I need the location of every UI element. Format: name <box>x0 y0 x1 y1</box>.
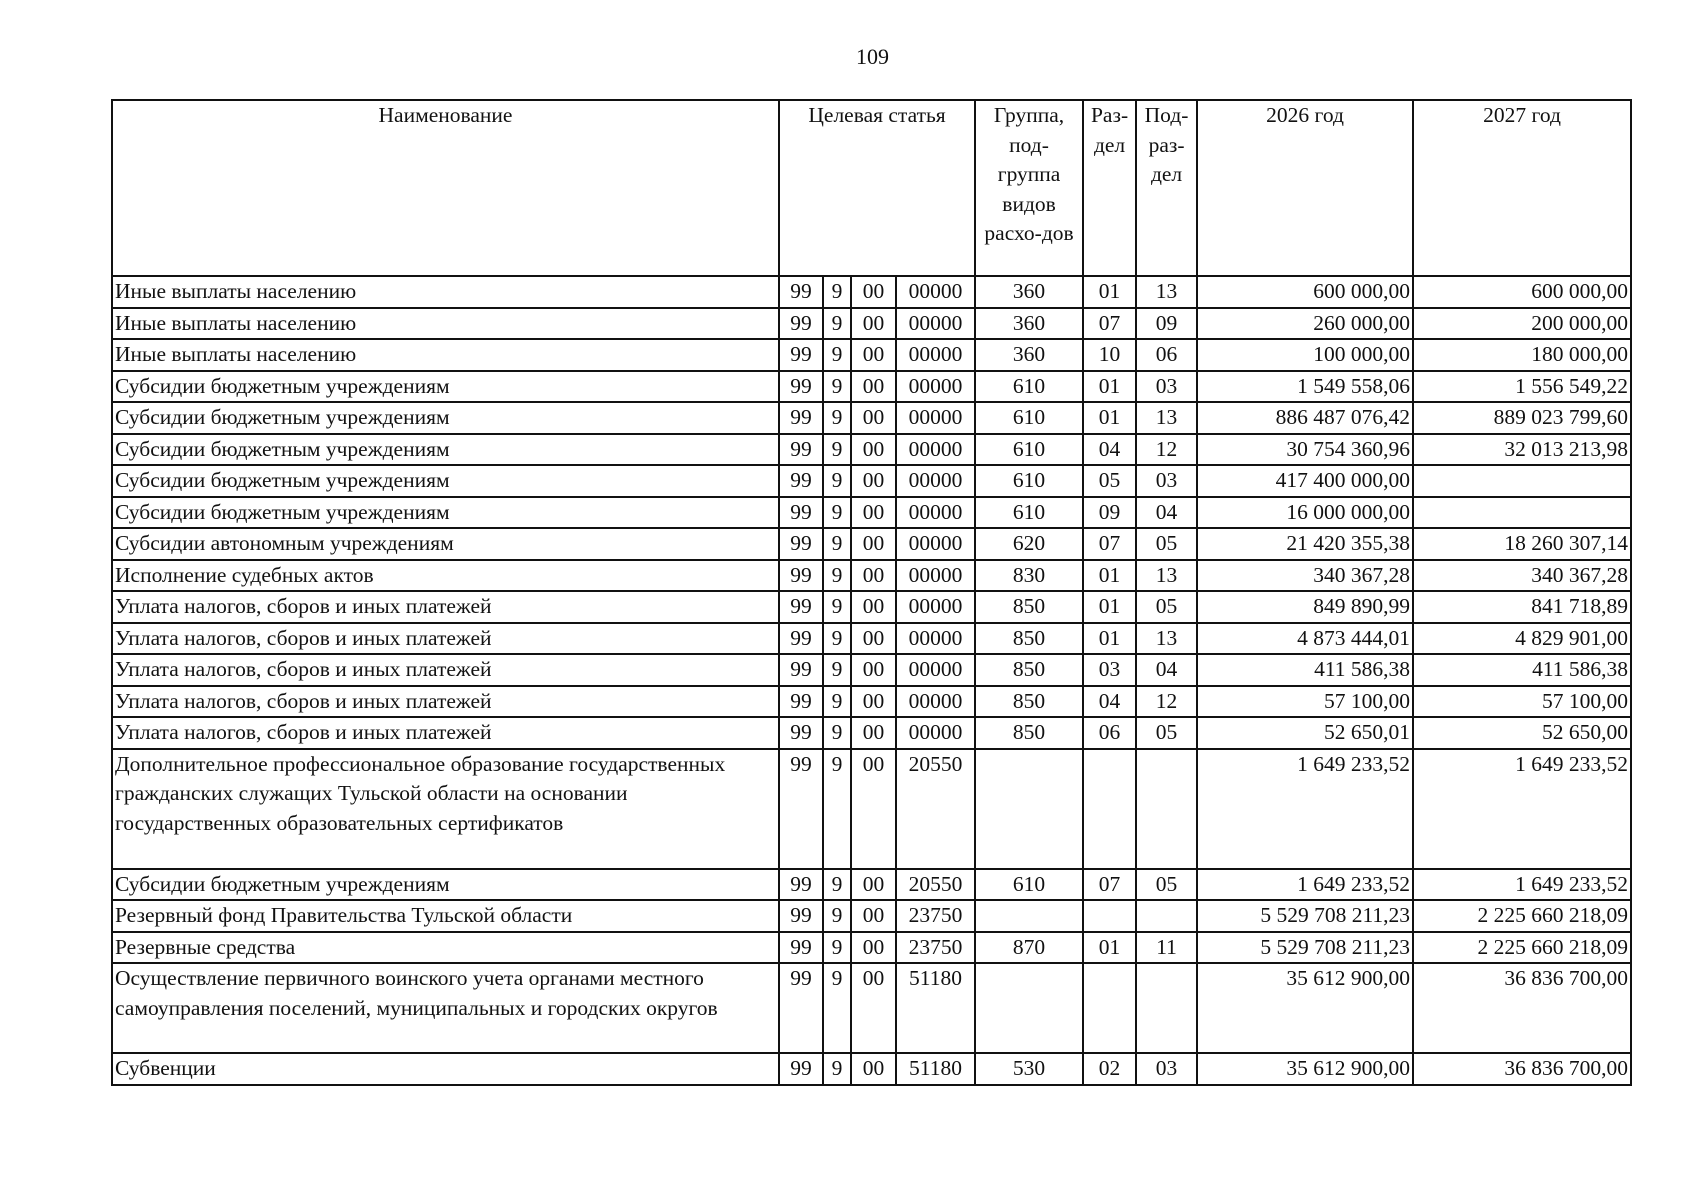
cell-subsection: 13 <box>1136 402 1197 434</box>
cell-2026: 600 000,00 <box>1197 276 1413 308</box>
cell-target-direction: 00 <box>851 749 896 869</box>
cell-2026: 260 000,00 <box>1197 308 1413 340</box>
cell-target-direction: 00 <box>851 276 896 308</box>
cell-2026: 886 487 076,42 <box>1197 402 1413 434</box>
cell-target-program: 99 <box>779 717 823 749</box>
cell-group: 360 <box>975 339 1083 371</box>
cell-name: Субсидии бюджетным учреждениям <box>112 371 779 403</box>
cell-target-code: 00000 <box>896 465 975 497</box>
table-row <box>112 963 1631 1053</box>
cell-section: 07 <box>1083 869 1136 901</box>
cell-group <box>975 900 1083 932</box>
cell-target-program: 99 <box>779 963 823 1053</box>
cell-name: Уплата налогов, сборов и иных платежей <box>112 654 779 686</box>
cell-name: Иные выплаты населению <box>112 276 779 308</box>
cell-2026: 30 754 360,96 <box>1197 434 1413 466</box>
cell-target-subprogram: 9 <box>823 654 851 686</box>
cell-name: Осуществление первичного воинского учета органами местного самоуправления поселений, муниципальных и городских округов <box>112 963 779 1053</box>
cell-section: 03 <box>1083 654 1136 686</box>
cell-target-direction: 00 <box>851 434 896 466</box>
header-group-label: Группа, под-группа видов расхо-дов <box>984 103 1074 245</box>
cell-target-subprogram: 9 <box>823 339 851 371</box>
table-row <box>112 402 1631 434</box>
cell-2027: 4 829 901,00 <box>1413 623 1631 655</box>
cell-target-program: 99 <box>779 591 823 623</box>
cell-section: 05 <box>1083 465 1136 497</box>
cell-2027: 36 836 700,00 <box>1413 1053 1631 1085</box>
cell-target-program: 99 <box>779 402 823 434</box>
cell-name: Уплата налогов, сборов и иных платежей <box>112 717 779 749</box>
cell-section: 01 <box>1083 371 1136 403</box>
cell-subsection: 03 <box>1136 465 1197 497</box>
cell-subsection <box>1136 749 1197 869</box>
cell-2027 <box>1413 497 1631 529</box>
table-row <box>112 717 1631 749</box>
table-row <box>112 591 1631 623</box>
cell-section: 01 <box>1083 402 1136 434</box>
cell-group: 850 <box>975 591 1083 623</box>
cell-section: 02 <box>1083 1053 1136 1085</box>
cell-target-subprogram: 9 <box>823 371 851 403</box>
cell-2027: 200 000,00 <box>1413 308 1631 340</box>
cell-2026: 340 367,28 <box>1197 560 1413 592</box>
cell-target-direction: 00 <box>851 900 896 932</box>
cell-target-code: 00000 <box>896 654 975 686</box>
cell-group: 610 <box>975 402 1083 434</box>
cell-target-program: 99 <box>779 1053 823 1085</box>
cell-name: Субсидии бюджетным учреждениям <box>112 465 779 497</box>
cell-target-program: 99 <box>779 932 823 964</box>
cell-target-direction: 00 <box>851 339 896 371</box>
cell-2027: 841 718,89 <box>1413 591 1631 623</box>
table-row <box>112 749 1631 869</box>
cell-2026: 16 000 000,00 <box>1197 497 1413 529</box>
cell-2027: 2 225 660 218,09 <box>1413 932 1631 964</box>
header-section-label: Раз-дел <box>1090 103 1129 157</box>
header-target: Целевая статья <box>779 100 975 276</box>
budget-table <box>111 99 1632 1086</box>
cell-section <box>1083 963 1136 1053</box>
cell-2026: 1 649 233,52 <box>1197 749 1413 869</box>
cell-name: Уплата налогов, сборов и иных платежей <box>112 623 779 655</box>
cell-target-program: 99 <box>779 434 823 466</box>
cell-group <box>975 963 1083 1053</box>
cell-name: Резервные средства <box>112 932 779 964</box>
cell-target-subprogram: 9 <box>823 276 851 308</box>
cell-target-code: 23750 <box>896 932 975 964</box>
table-row <box>112 623 1631 655</box>
cell-section: 06 <box>1083 717 1136 749</box>
cell-name: Исполнение судебных актов <box>112 560 779 592</box>
cell-target-subprogram: 9 <box>823 900 851 932</box>
table-row <box>112 900 1631 932</box>
cell-2026: 4 873 444,01 <box>1197 623 1413 655</box>
cell-target-program: 99 <box>779 497 823 529</box>
cell-target-subprogram: 9 <box>823 1053 851 1085</box>
cell-section: 01 <box>1083 591 1136 623</box>
cell-subsection: 05 <box>1136 717 1197 749</box>
cell-subsection: 09 <box>1136 308 1197 340</box>
cell-section: 04 <box>1083 434 1136 466</box>
cell-2026: 411 586,38 <box>1197 654 1413 686</box>
cell-subsection: 05 <box>1136 591 1197 623</box>
table-row <box>112 276 1631 308</box>
cell-target-code: 00000 <box>896 560 975 592</box>
cell-target-code: 00000 <box>896 339 975 371</box>
cell-target-subprogram: 9 <box>823 308 851 340</box>
cell-2027: 180 000,00 <box>1413 339 1631 371</box>
cell-target-code: 20550 <box>896 749 975 869</box>
cell-target-subprogram: 9 <box>823 434 851 466</box>
cell-target-subprogram: 9 <box>823 717 851 749</box>
cell-2027: 52 650,00 <box>1413 717 1631 749</box>
cell-target-program: 99 <box>779 308 823 340</box>
table-row <box>112 497 1631 529</box>
cell-2026: 52 650,01 <box>1197 717 1413 749</box>
cell-2026: 100 000,00 <box>1197 339 1413 371</box>
cell-group: 610 <box>975 434 1083 466</box>
cell-group <box>975 749 1083 869</box>
cell-target-subprogram: 9 <box>823 402 851 434</box>
cell-target-direction: 00 <box>851 371 896 403</box>
cell-section <box>1083 749 1136 869</box>
cell-subsection: 03 <box>1136 1053 1197 1085</box>
cell-name: Субсидии бюджетным учреждениям <box>112 869 779 901</box>
cell-name: Дополнительное профессиональное образование государственных гражданских служащих Тульской области на основании государственных образовательных сертификатов <box>112 749 779 869</box>
cell-name: Уплата налогов, сборов и иных платежей <box>112 686 779 718</box>
cell-2026: 21 420 355,38 <box>1197 528 1413 560</box>
cell-group: 610 <box>975 371 1083 403</box>
cell-subsection: 04 <box>1136 654 1197 686</box>
cell-2027: 57 100,00 <box>1413 686 1631 718</box>
cell-2027: 340 367,28 <box>1413 560 1631 592</box>
header-name: Наименование <box>112 100 779 276</box>
cell-2027: 1 649 233,52 <box>1413 749 1631 869</box>
cell-name: Субсидии бюджетным учреждениям <box>112 402 779 434</box>
cell-target-program: 99 <box>779 339 823 371</box>
cell-group: 610 <box>975 869 1083 901</box>
cell-target-code: 00000 <box>896 402 975 434</box>
cell-target-direction: 00 <box>851 963 896 1053</box>
header-subsection-label: Под-раз-дел <box>1144 103 1189 186</box>
header-2026: 2026 год <box>1197 100 1413 276</box>
cell-group: 870 <box>975 932 1083 964</box>
cell-2026: 1 549 558,06 <box>1197 371 1413 403</box>
cell-subsection: 11 <box>1136 932 1197 964</box>
cell-2026: 35 612 900,00 <box>1197 963 1413 1053</box>
cell-target-code: 00000 <box>896 497 975 529</box>
cell-subsection: 05 <box>1136 528 1197 560</box>
cell-target-subprogram: 9 <box>823 932 851 964</box>
table-row <box>112 308 1631 340</box>
cell-target-code: 00000 <box>896 686 975 718</box>
header-group <box>975 100 1083 276</box>
cell-name: Резервный фонд Правительства Тульской области <box>112 900 779 932</box>
cell-name: Иные выплаты населению <box>112 339 779 371</box>
cell-name: Субсидии автономным учреждениям <box>112 528 779 560</box>
cell-target-program: 99 <box>779 900 823 932</box>
table-row <box>112 1053 1631 1085</box>
cell-target-direction: 00 <box>851 686 896 718</box>
cell-group: 530 <box>975 1053 1083 1085</box>
cell-target-code: 00000 <box>896 308 975 340</box>
cell-group: 620 <box>975 528 1083 560</box>
cell-section: 09 <box>1083 497 1136 529</box>
cell-2026: 5 529 708 211,23 <box>1197 900 1413 932</box>
cell-target-direction: 00 <box>851 654 896 686</box>
cell-target-direction: 00 <box>851 465 896 497</box>
cell-subsection <box>1136 963 1197 1053</box>
table-row <box>112 434 1631 466</box>
cell-target-code: 00000 <box>896 623 975 655</box>
cell-target-code: 00000 <box>896 717 975 749</box>
table-row <box>112 465 1631 497</box>
cell-target-direction: 00 <box>851 497 896 529</box>
cell-target-program: 99 <box>779 276 823 308</box>
cell-2027: 1 556 549,22 <box>1413 371 1631 403</box>
cell-target-subprogram: 9 <box>823 528 851 560</box>
cell-section: 01 <box>1083 560 1136 592</box>
cell-target-program: 99 <box>779 623 823 655</box>
cell-target-direction: 00 <box>851 717 896 749</box>
cell-target-program: 99 <box>779 465 823 497</box>
cell-target-program: 99 <box>779 371 823 403</box>
table-row <box>112 339 1631 371</box>
cell-group: 850 <box>975 686 1083 718</box>
cell-group: 850 <box>975 623 1083 655</box>
cell-subsection: 04 <box>1136 497 1197 529</box>
cell-target-direction: 00 <box>851 591 896 623</box>
cell-target-code: 23750 <box>896 900 975 932</box>
cell-2026: 57 100,00 <box>1197 686 1413 718</box>
cell-subsection: 05 <box>1136 869 1197 901</box>
cell-target-subprogram: 9 <box>823 591 851 623</box>
cell-target-program: 99 <box>779 654 823 686</box>
header-section <box>1083 100 1136 276</box>
cell-2027: 889 023 799,60 <box>1413 402 1631 434</box>
cell-name: Уплата налогов, сборов и иных платежей <box>112 591 779 623</box>
cell-section: 01 <box>1083 276 1136 308</box>
table-body <box>112 276 1631 1085</box>
cell-2026: 417 400 000,00 <box>1197 465 1413 497</box>
cell-group: 850 <box>975 654 1083 686</box>
cell-target-program: 99 <box>779 686 823 718</box>
cell-group: 830 <box>975 560 1083 592</box>
cell-target-subprogram: 9 <box>823 465 851 497</box>
cell-target-program: 99 <box>779 528 823 560</box>
cell-target-subprogram: 9 <box>823 749 851 869</box>
cell-group: 360 <box>975 276 1083 308</box>
cell-2027: 32 013 213,98 <box>1413 434 1631 466</box>
cell-2027: 2 225 660 218,09 <box>1413 900 1631 932</box>
cell-subsection <box>1136 900 1197 932</box>
cell-target-code: 00000 <box>896 276 975 308</box>
cell-target-code: 20550 <box>896 869 975 901</box>
table-row <box>112 686 1631 718</box>
cell-section: 01 <box>1083 623 1136 655</box>
cell-section: 07 <box>1083 308 1136 340</box>
table-row <box>112 654 1631 686</box>
cell-section <box>1083 900 1136 932</box>
cell-target-code: 51180 <box>896 963 975 1053</box>
cell-target-subprogram: 9 <box>823 623 851 655</box>
cell-target-direction: 00 <box>851 560 896 592</box>
table-row <box>112 932 1631 964</box>
cell-name: Субсидии бюджетным учреждениям <box>112 434 779 466</box>
cell-name: Субвенции <box>112 1053 779 1085</box>
cell-group: 850 <box>975 717 1083 749</box>
cell-target-code: 00000 <box>896 434 975 466</box>
cell-target-code: 00000 <box>896 591 975 623</box>
cell-2026: 5 529 708 211,23 <box>1197 932 1413 964</box>
cell-subsection: 06 <box>1136 339 1197 371</box>
cell-subsection: 13 <box>1136 276 1197 308</box>
cell-target-program: 99 <box>779 869 823 901</box>
cell-2027: 18 260 307,14 <box>1413 528 1631 560</box>
cell-target-subprogram: 9 <box>823 869 851 901</box>
table-header-row <box>112 100 1631 276</box>
cell-target-direction: 00 <box>851 402 896 434</box>
cell-group: 610 <box>975 465 1083 497</box>
cell-subsection: 03 <box>1136 371 1197 403</box>
cell-subsection: 12 <box>1136 434 1197 466</box>
cell-target-program: 99 <box>779 560 823 592</box>
cell-section: 04 <box>1083 686 1136 718</box>
cell-group: 360 <box>975 308 1083 340</box>
cell-target-direction: 00 <box>851 1053 896 1085</box>
cell-target-subprogram: 9 <box>823 686 851 718</box>
cell-subsection: 13 <box>1136 560 1197 592</box>
cell-section: 01 <box>1083 932 1136 964</box>
cell-target-direction: 00 <box>851 623 896 655</box>
header-subsection <box>1136 100 1197 276</box>
page-number: 109 <box>856 44 889 69</box>
cell-2027: 411 586,38 <box>1413 654 1631 686</box>
table-row <box>112 371 1631 403</box>
cell-subsection: 13 <box>1136 623 1197 655</box>
cell-target-subprogram: 9 <box>823 963 851 1053</box>
cell-section: 07 <box>1083 528 1136 560</box>
table-row <box>112 528 1631 560</box>
table-row <box>112 560 1631 592</box>
header-2027: 2027 год <box>1413 100 1631 276</box>
cell-2026: 35 612 900,00 <box>1197 1053 1413 1085</box>
cell-target-program: 99 <box>779 749 823 869</box>
cell-target-direction: 00 <box>851 932 896 964</box>
cell-2027: 36 836 700,00 <box>1413 963 1631 1053</box>
cell-2026: 1 649 233,52 <box>1197 869 1413 901</box>
cell-section: 10 <box>1083 339 1136 371</box>
cell-2027 <box>1413 465 1631 497</box>
cell-group: 610 <box>975 497 1083 529</box>
table-row <box>112 869 1631 901</box>
cell-2027: 1 649 233,52 <box>1413 869 1631 901</box>
cell-target-direction: 00 <box>851 308 896 340</box>
cell-name: Иные выплаты населению <box>112 308 779 340</box>
cell-target-code: 51180 <box>896 1053 975 1085</box>
cell-2026: 849 890,99 <box>1197 591 1413 623</box>
cell-target-subprogram: 9 <box>823 560 851 592</box>
cell-target-code: 00000 <box>896 371 975 403</box>
cell-target-subprogram: 9 <box>823 497 851 529</box>
cell-target-direction: 00 <box>851 528 896 560</box>
cell-target-direction: 00 <box>851 869 896 901</box>
cell-2027: 600 000,00 <box>1413 276 1631 308</box>
cell-target-code: 00000 <box>896 528 975 560</box>
cell-subsection: 12 <box>1136 686 1197 718</box>
cell-name: Субсидии бюджетным учреждениям <box>112 497 779 529</box>
